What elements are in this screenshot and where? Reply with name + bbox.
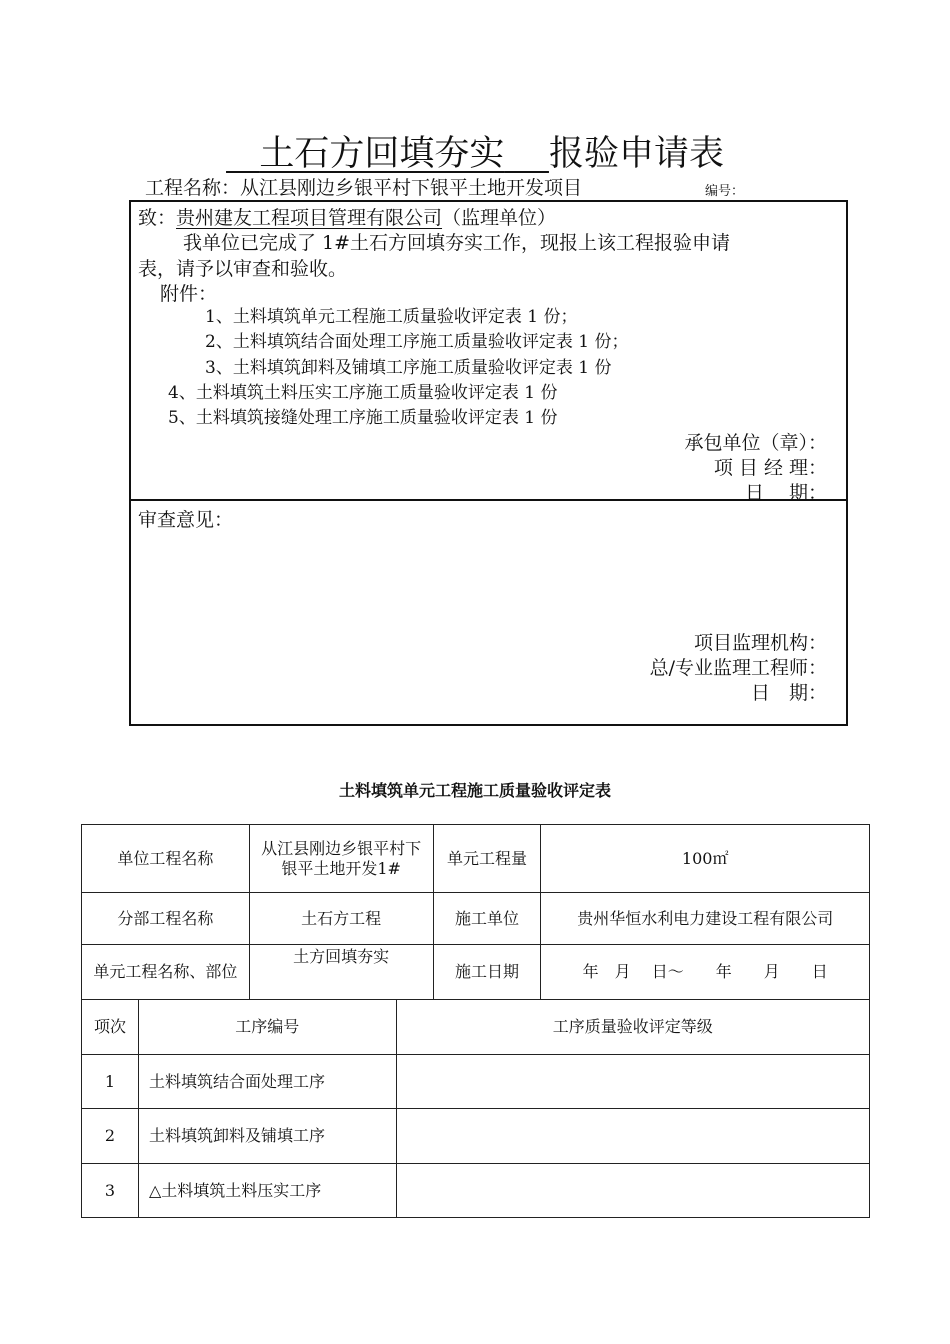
recipient-line — [138, 203, 556, 230]
row-process: △土料填筑土料压实工序 — [138, 1164, 396, 1218]
supervision-date-label: 日 期： — [750, 682, 827, 704]
row-index: 2 — [82, 1109, 139, 1164]
col-index-header: 项次 — [82, 1000, 139, 1055]
construction-unit-value: 贵州华恒水利电力建设工程有限公司 — [541, 893, 870, 945]
project-name-value: 从江县刚边乡银平村下银平土地开发项目 — [240, 177, 583, 199]
supervision-org-label: 项目监理机构： — [693, 632, 827, 654]
table-row — [82, 1164, 870, 1218]
unit-quantity-label: 单元工程量 — [433, 825, 541, 893]
title-part-1: 土石方回填夯实 — [259, 134, 505, 174]
unit-project-value: 从江县刚边乡银平村下银平土地开发1# — [249, 825, 433, 893]
row-index: 3 — [82, 1164, 139, 1218]
table-row — [82, 1109, 870, 1164]
unit-name-label: 单元工程名称、部位 — [82, 945, 250, 1000]
body-text-line-2: 表，请予以审查和验收。 — [138, 258, 348, 280]
body-text-line-1: 我单位已完成了 1#土石方回填夯实工作，现报上该工程报验申请 — [183, 232, 731, 254]
form-divider — [129, 499, 848, 501]
attachment-item: 5、土料填筑接缝处理工序施工质量验收评定表 1 份 — [168, 408, 558, 428]
chief-engineer-label: 总/专业监理工程师： — [649, 657, 827, 679]
process-table — [81, 999, 870, 1218]
page-title — [0, 126, 950, 176]
attachments-label: 附件： — [160, 283, 218, 305]
division-label: 分部工程名称 — [82, 893, 250, 945]
row-grade — [396, 1164, 869, 1218]
unit-name-value: 土方回填夯实 — [249, 945, 433, 1000]
title-part-2: 报验申请表 — [548, 134, 724, 174]
col-grade-header: 工序质量验收评定等级 — [396, 1000, 869, 1055]
table-row — [82, 1055, 870, 1109]
contractor-label: 承包单位（章）： — [684, 432, 827, 454]
project-name-line — [145, 173, 582, 200]
unit-project-label: 单位工程名称 — [82, 825, 250, 893]
recipient-suffix: （监理单位） — [442, 207, 557, 229]
attachment-item: 4、土料填筑土料压实工序施工质量验收评定表 1 份 — [168, 383, 558, 403]
col-process-header: 工序编号 — [138, 1000, 396, 1055]
review-opinion-label: 审查意见： — [138, 509, 234, 531]
contractor-date-label: 日 期： — [744, 482, 827, 504]
row-process: 土料填筑卸料及铺填工序 — [138, 1109, 396, 1164]
construction-unit-label: 施工单位 — [433, 893, 541, 945]
construction-date-label: 施工日期 — [433, 945, 541, 1000]
project-manager-label: 项 目 经 理： — [713, 457, 827, 479]
project-name-label: 工程名称： — [145, 177, 241, 199]
attachment-item: 2、土料填筑结合面处理工序施工质量验收评定表 1 份； — [205, 332, 629, 352]
attachment-item: 3、土料填筑卸料及铺填工序施工质量验收评定表 1 份 — [205, 358, 612, 378]
construction-date-value: 年 月 日～ 年 月 日 — [541, 945, 870, 1000]
row-grade — [396, 1055, 869, 1109]
recipient-company: 贵州建友工程项目管理有限公司 — [176, 207, 443, 229]
unit-quantity-value: 100㎡ — [541, 825, 870, 893]
attachment-item: 1、土料填筑单元工程施工质量验收评定表 1 份； — [205, 307, 578, 327]
recipient-prefix: 致： — [138, 207, 177, 229]
serial-number-label: 编号： — [705, 184, 745, 199]
division-value: 土石方工程 — [249, 893, 433, 945]
evaluation-table-title: 土料填筑单元工程施工质量验收评定表 — [338, 781, 611, 800]
row-process: 土料填筑结合面处理工序 — [138, 1055, 396, 1109]
row-index: 1 — [82, 1055, 139, 1109]
evaluation-header-table — [81, 824, 870, 1000]
row-grade — [396, 1109, 869, 1164]
